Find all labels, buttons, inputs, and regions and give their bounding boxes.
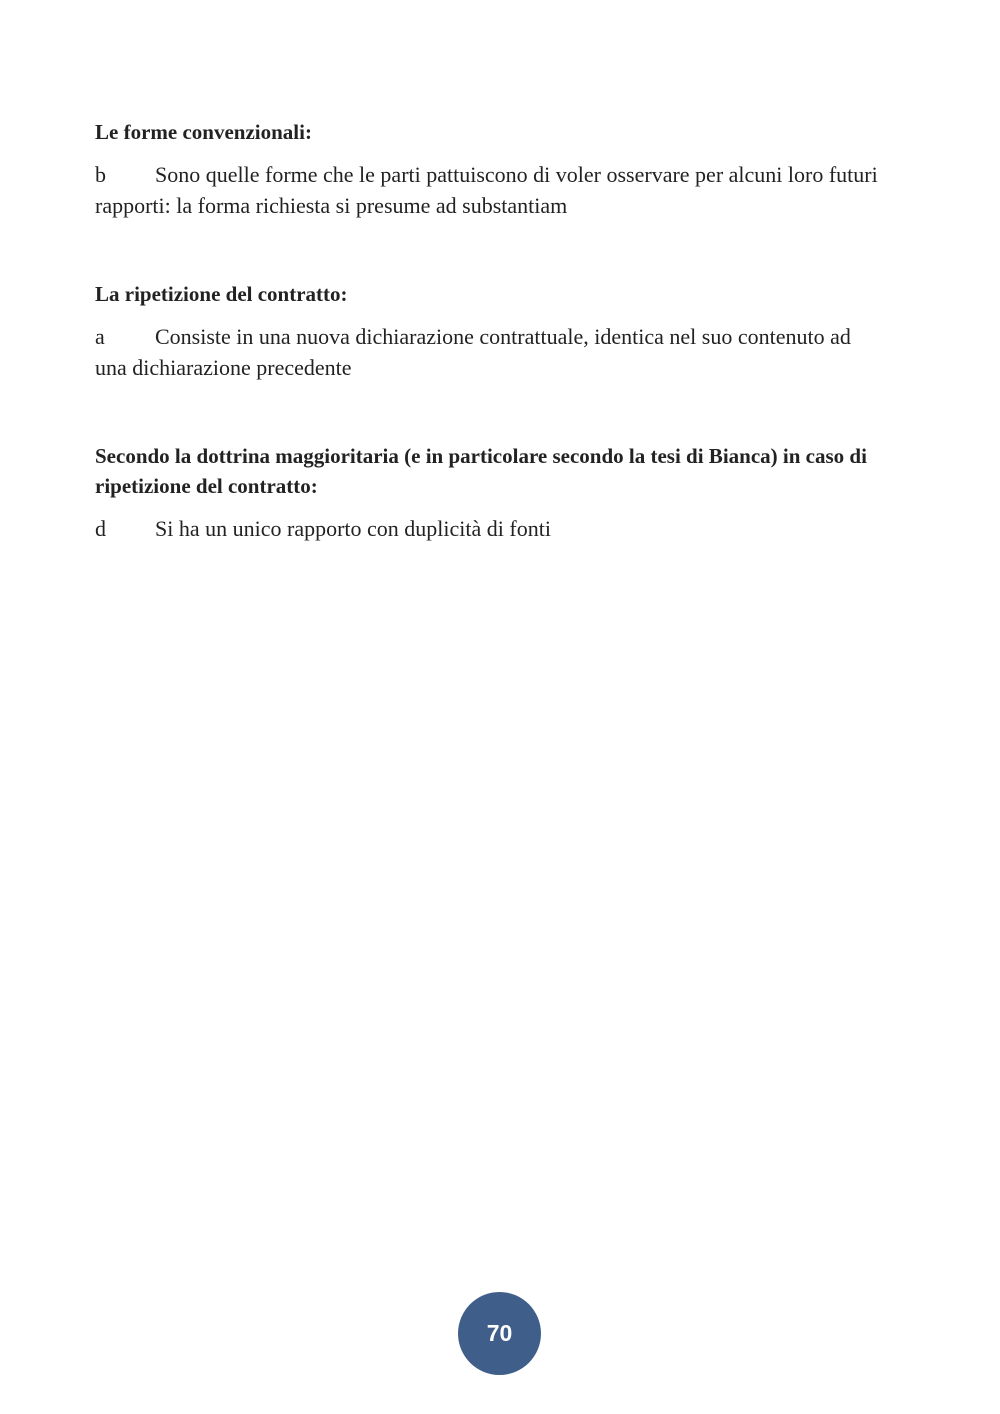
answer-text [95,159,885,221]
question-block [95,279,885,383]
answer-letter: d [95,516,106,541]
question-block [95,441,885,544]
answer-text [95,321,885,383]
question-text: Le forme convenzionali: [95,120,312,144]
question-text: Secondo la dottrina maggioritaria (e in particolare secondo la tesi di Bianca) in caso di ripetizione del contratto: [95,444,867,498]
answer-letter: b [95,162,106,187]
answer-letter: a [95,324,105,349]
question-text: La ripetizione del contratto: [95,282,348,306]
answer-text [95,513,885,544]
answer-body: Si ha un unico rapporto con duplicità di fonti [155,516,551,541]
answer-body: Sono quelle forme che le parti pattuiscono di voler osservare per alcuni loro futuri rapporti: la forma richiesta si presume ad substantiam [95,162,878,218]
answer-body: Consiste in una nuova dichiarazione contrattuale, identica nel suo contenuto ad una dichiarazione precedente [95,324,851,380]
page-number-badge: 70 [458,1292,541,1375]
question-block [95,117,885,221]
